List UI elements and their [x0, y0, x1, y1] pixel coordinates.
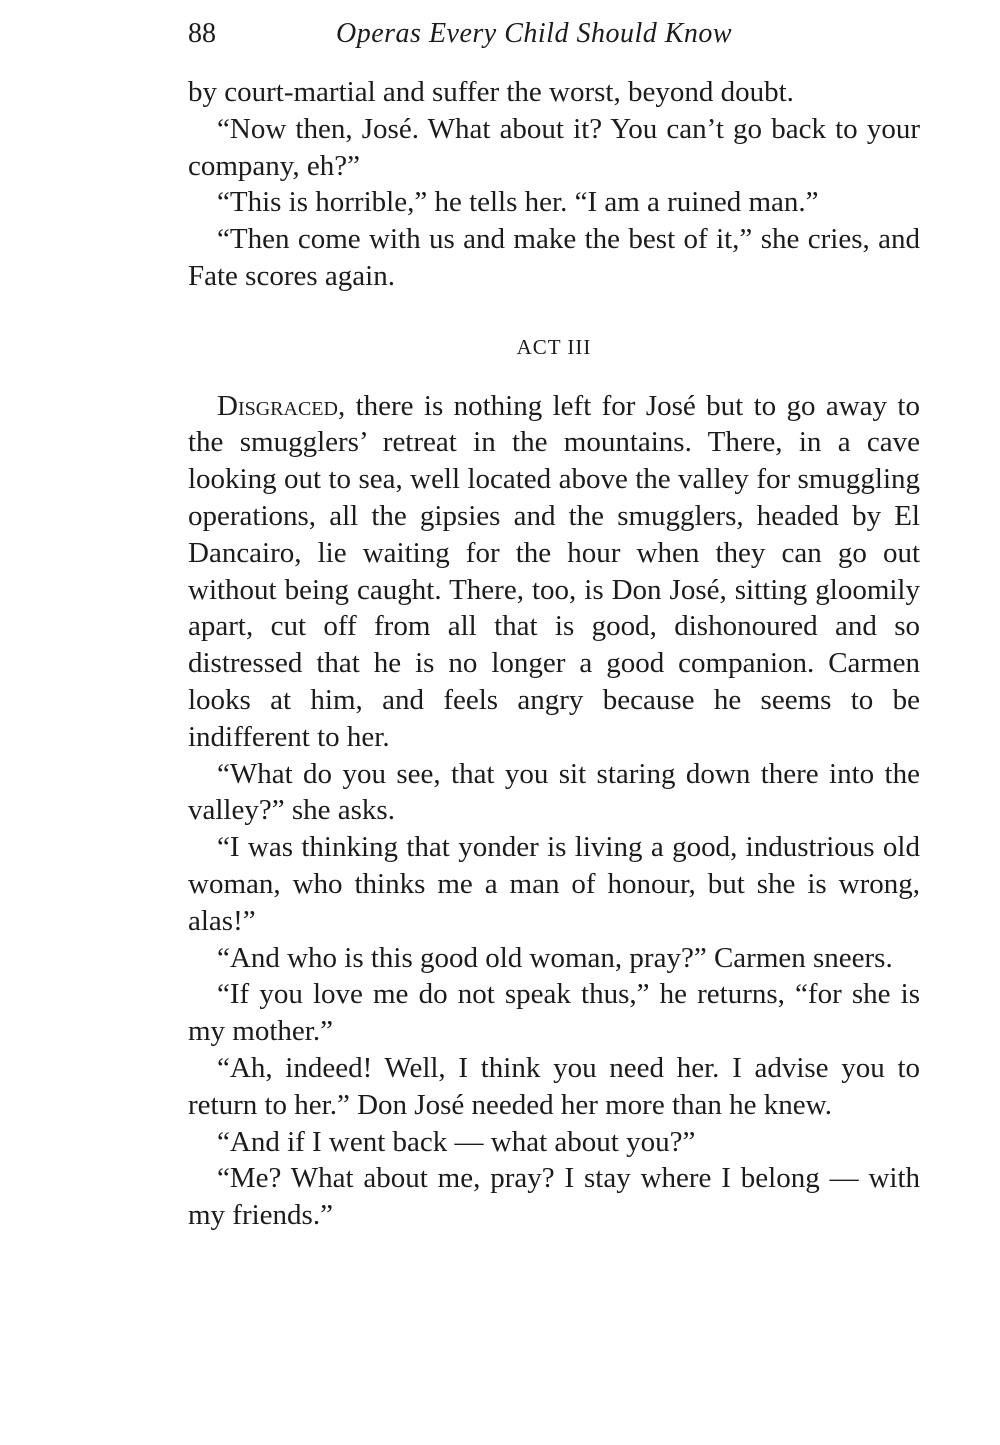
- page-number: 88: [188, 18, 216, 49]
- running-title: Operas Every Child Should Know: [336, 18, 733, 49]
- act-opening-paragraph: [188, 388, 920, 756]
- dialogue-paragraph: “Me? What about me, pray? I stay where I belong — with my friends.”: [188, 1162, 920, 1232]
- book-page: [188, 14, 920, 1234]
- paragraph: “This is horrible,” he tells her. “I am a ruined man.”: [217, 186, 819, 219]
- dialogue-paragraph: “And if I went back — what about you?”: [217, 1125, 696, 1158]
- act-opening-text: , there is nothing left for José but to go away to the smugglers’ retreat in the mountains. There, in a cave looking out to sea, well located above the valley for smuggling operations, all the gipsies and the smugglers, headed by El Dancairo, lie waiting for the hour when they can go out without being caught. There, too, is Don José, sitting gloomily apart, cut off from all that is good, dishonoured and so distressed that he is no longer a good companion. Carmen looks at him, and feels angry because he seems to be indifferent to her.: [188, 389, 920, 753]
- body-text: [188, 74, 920, 1234]
- paragraph: “Then come with us and make the best of it,” she cries, and Fate scores again.: [188, 223, 920, 292]
- dialogue-paragraph: “I was thinking that yonder is living a good, industrious old woman, who thinks me a man of honour, but she is wrong, alas!”: [188, 831, 920, 937]
- running-head: [188, 14, 920, 56]
- dialogue-paragraph: “Ah, indeed! Well, I think you need her. I advise you to return to her.” Don José needed her more than he knew.: [188, 1051, 920, 1121]
- paragraph: “Now then, José. What about it? You can’t go back to your company, eh?”: [188, 112, 920, 182]
- act-heading: ACT III: [516, 334, 592, 359]
- dialogue-paragraph: “What do you see, that you sit staring down there into the valley?” she asks.: [188, 757, 920, 827]
- dialogue-paragraph: “And who is this good old woman, pray?” Carmen sneers.: [217, 941, 893, 974]
- opening-word: Disgraced: [217, 389, 338, 422]
- paragraph-continuation: by court-martial and suffer the worst, beyond doubt.: [188, 76, 794, 108]
- dialogue-paragraph: “If you love me do not speak thus,” he returns, “for she is my mother.”: [188, 978, 920, 1048]
